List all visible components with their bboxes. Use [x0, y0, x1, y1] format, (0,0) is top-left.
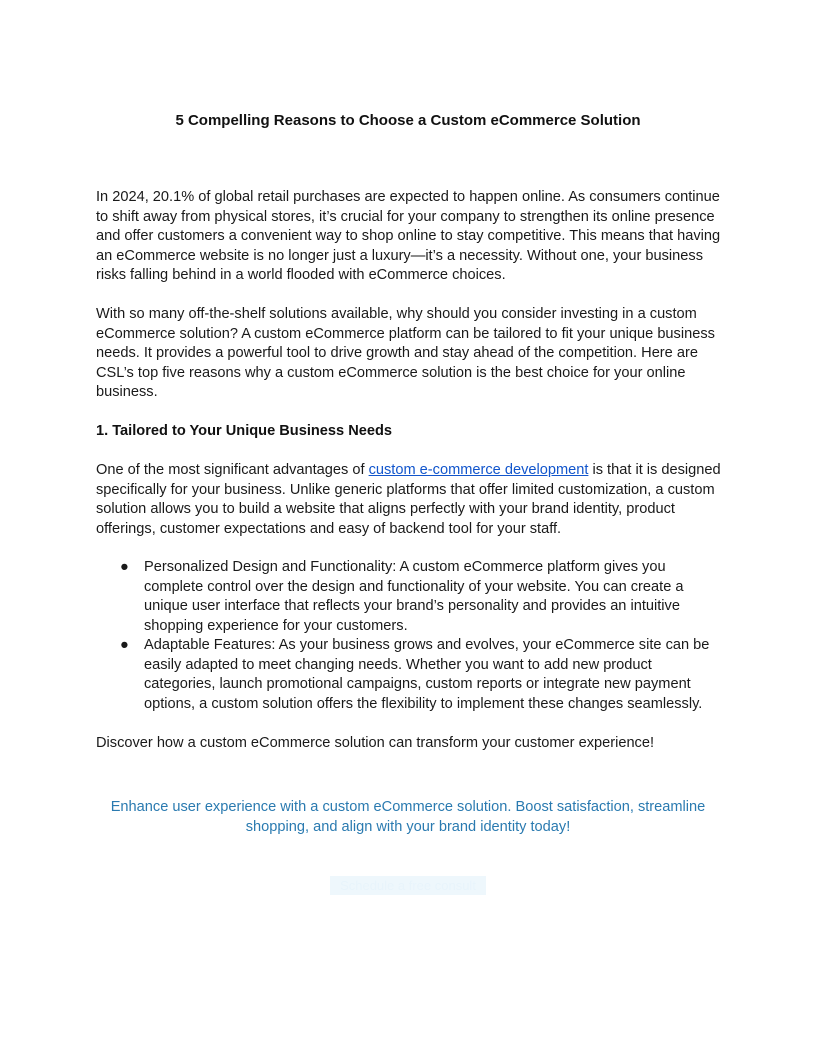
schedule-consult-button[interactable]: Schedule a free consult: [330, 876, 486, 895]
closing-paragraph: Discover how a custom eCommerce solution can transform your customer experience!: [96, 735, 655, 751]
document-title: 5 Compelling Reasons to Choose a Custom eCommerce Solution: [175, 112, 641, 129]
list-item-text: Adaptable Features: As your business grows and evolves, your eCommerce site can be easily adapted to meet changing needs. Whether you want to add new product categories, launch promotional campaigns, custom reports or integrate new payment options, a custom solution offers the flexibility to implement these changes seamlessly.: [144, 637, 710, 712]
intro-paragraph: In 2024, 20.1% of global retail purchases are expected to happen online. As consumers continue to shift away from physical stores, it’s crucial for your company to strengthen its online presence and offer customers a convenient way to shop online to stay competitive. This means that having an eCommerce website is no longer just a luxury—it’s a necessity. Without one, your business risks falling behind in a world flooded with eCommerce choices.: [96, 189, 721, 283]
list-item: [96, 636, 722, 714]
bullet-dot-icon: ●: [120, 559, 129, 575]
text-before-link: One of the most significant advantages of: [96, 462, 369, 478]
list-item: [96, 558, 722, 636]
text-after-link: is that it is designed specifically for your business. Unlike generic platforms that offer limited customization, a custom solution allows you to build a website that aligns perfectly with your brand identity, product offerings, customer expectations and easy of backend tool for your staff.: [96, 462, 721, 537]
list-item-text: Personalized Design and Functionality: A custom eCommerce platform gives you complete control over the design and functionality of your website. You can create a unique user interface that reflects your brand’s personality and provides an intuitive shopping experience for your customers.: [144, 559, 684, 634]
bullet-list: [96, 558, 722, 714]
cta-text: Enhance user experience with a custom eCommerce solution. Boost satisfaction, streamline shopping, and align with your brand identity today!: [110, 799, 706, 835]
second-paragraph: With so many off-the-shelf solutions available, why should you consider investing in a custom eCommerce solution? A custom eCommerce platform can be tailored to fit your unique business needs. It provides a powerful tool to drive growth and stay ahead of the competition. Here are CSL’s top five reasons why a custom eCommerce solution is the best choice for your online business.: [96, 306, 715, 400]
section-heading: 1. Tailored to Your Unique Business Needs: [96, 423, 392, 439]
section-paragraph: [96, 461, 722, 539]
bullet-dot-icon: ●: [120, 637, 129, 653]
custom-ecommerce-development-link[interactable]: custom e-commerce development: [368, 462, 589, 478]
